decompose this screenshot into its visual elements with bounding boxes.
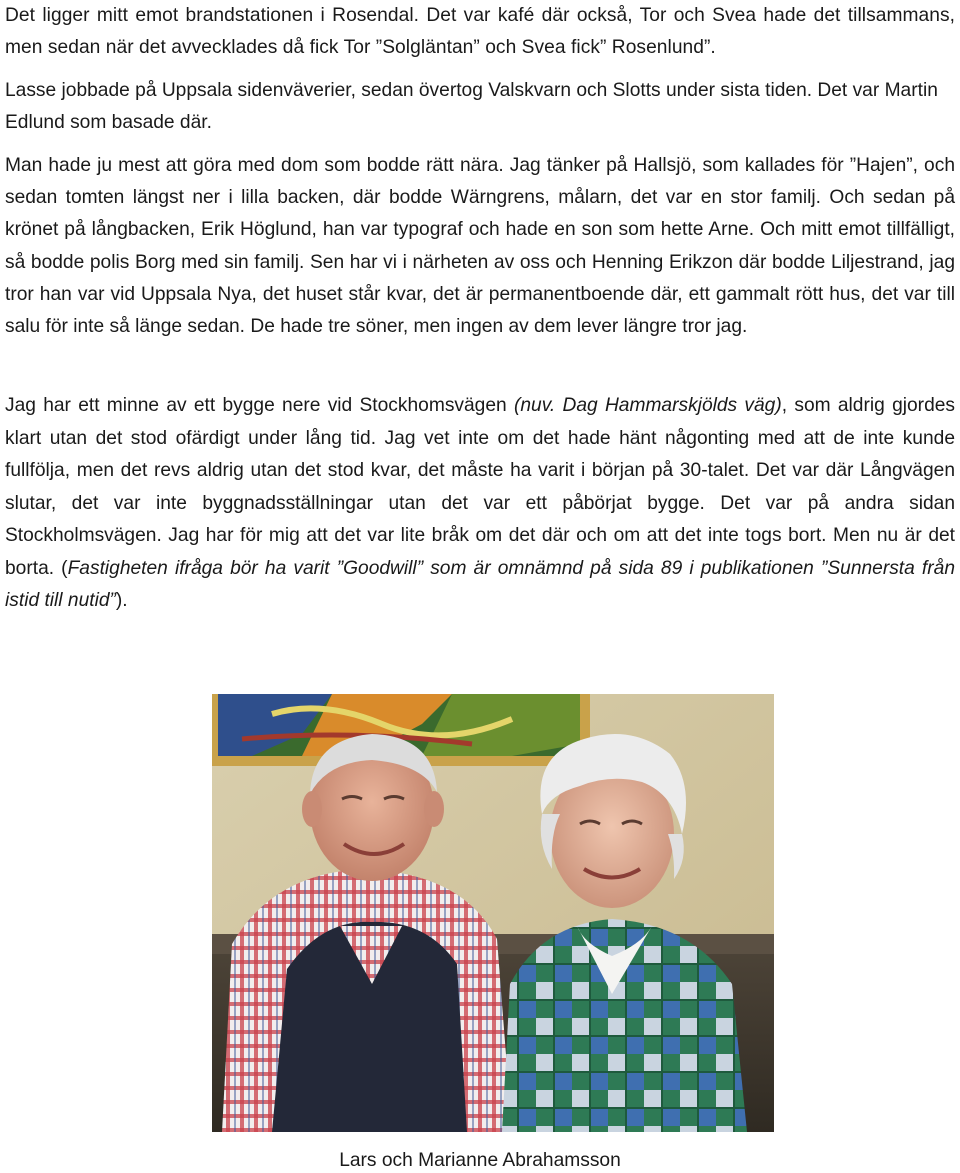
paragraph-building-note-goodwill: Fastigheten ifråga bör ha varit ”Goodwill” som är omnämnd på sida 89 i publikationen ”Sunnersta från istid till nutid” [5, 557, 955, 611]
paragraph-building-memory [5, 390, 955, 618]
paragraph-building-note-street: (nuv. Dag Hammarskjölds väg) [513, 395, 782, 416]
paragraph-neighbours: Man hade ju mest att göra med dom som bodde rätt nära. Jag tänker på Hallsjö, som kallades för ”Hajen”, och sedan tomten längst ner i lilla backen, där bodde Wärngrens, målarn, det var en stor familj. Och sedan på krönet på långbacken, Erik Höglund, han var typograf och hade en son som hette Arne. Och mitt emot tillfälligt, så bodde polis Borg med sin familj. Sen har vi i närheten av oss och Henning Erikzon där bodde Liljestrand, jag tror han var vid Uppsala Nya, det huset står kvar, det är permanentboende där, ett gammalt rött hus, det var till salu för inte så länge sedan. De hade tre söner, men ingen av dem lever längre tror jag. [5, 155, 955, 338]
couple-photo [212, 694, 774, 1132]
photo-caption: Lars och Marianne Abrahamsson [339, 1150, 621, 1171]
paragraph-building-text-1: Jag har ett minne av ett bygge nere vid Stockhomsvägen [5, 395, 514, 416]
couple-photo-illustration [212, 694, 774, 1132]
paragraph-rosendal: Det ligger mitt emot brandstationen i Rosendal. Det var kafé där också, Tor och Svea hade det tillsammans, men sedan när det avvecklades då fick Tor ”Solgläntan” och Svea fick” Rosenlund”. [5, 5, 955, 58]
paragraph-building-text-2: , som aldrig gjordes klart utan det stod ofärdigt under lång tid. Jag vet inte om det hade hänt någonting med att de inte kunde fullfölja, men det revs aldrig utan det stod kvar, det måste ha varit i början på 30-talet. Det var där Långvägen slutar, det var inte byggnadsställningar utan det var ett påbörjat bygge. Det var på andra sidan Stockholmsvägen. Jag har för mig att det var lite bråk om det där och om att det inte togs bort. Men nu är det borta. ( [5, 395, 955, 579]
paragraph-building-text-3: ). [115, 590, 128, 611]
paragraph-lasse: Lasse jobbade på Uppsala sidenväverier, sedan övertog Valskvarn och Slotts under sista tiden. Det var Martin Edlund som basade där. [5, 80, 938, 133]
